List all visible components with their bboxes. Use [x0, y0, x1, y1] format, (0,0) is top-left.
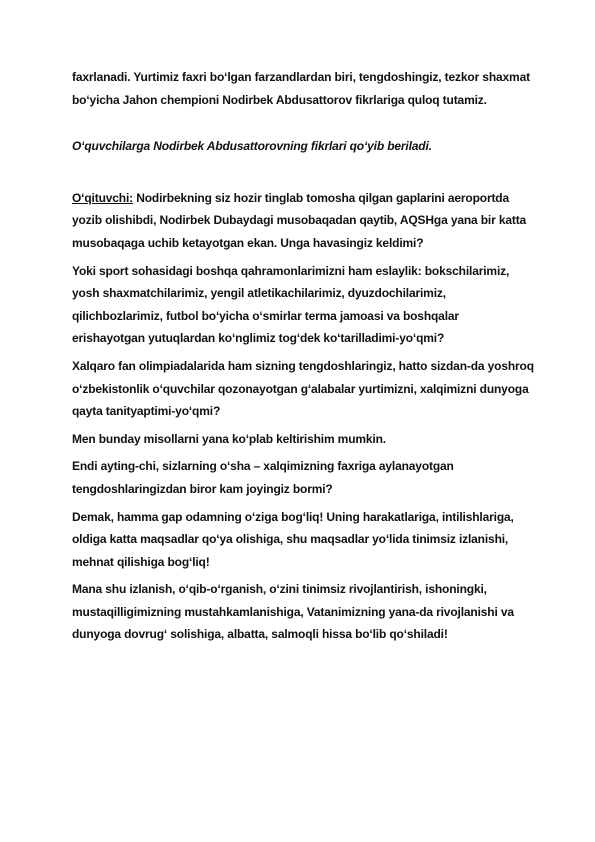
teacher-paragraph-4: Men bunday misollarni yana ko‘plab keltirishim mumkin. [72, 431, 386, 446]
subtitle-note: O‘quvchilarga Nodirbek Abdusattorovning fikrlari qo‘yib beriladi. [72, 139, 432, 154]
teacher-paragraph-5: Endi ayting-chi, sizlarning o‘sha – xalqimizning faxriga aylanayotgan tengdoshlaringizdan biror kam joyingiz bormi? [72, 459, 454, 496]
speaker-label: O‘qituvchi: [72, 190, 134, 205]
teacher-paragraph-6: Demak, hamma gap odamning o‘ziga bog‘liq! Uning harakatlariga, intilishlariga, oldiga katta maqsadlar qo‘ya olishiga, shu maqsadlar yo‘lida tinimsiz izlanishi, mehnat qilishiga bog‘liq! [72, 509, 514, 569]
teacher-paragraph-1-text: Nodirbekning siz hozir tinglab tomosha qilgan gaplarini aeroportda yozib olishibdi, Nodirbek Dubaydagi musobaqadan qaytib, AQSHga yana bir katta musobaqaga uchib ketayotgan ekan. Unga havasingiz keldimi? [72, 190, 527, 250]
intro-paragraph: faxrlanadi. Yurtimiz faxri bo‘lgan farzandlardan biri, tengdoshingiz, tezkor shaxmat bo‘yicha Jahon chempioni Nodirbek Abdusattorov fikrlariga quloq tutamiz. [72, 70, 530, 107]
teacher-paragraph-2: Yoki sport sohasidagi boshqa qahramonlarimizni ham eslaylik: bokschilarimiz, yosh shaxmatchilarimiz, yengil atletikachilarimiz, dyuzdochilarimiz, qilichbozlarimiz, futbol bo‘yicha o‘smirlar terma jamoasi va boshqalar erishayotgan yutuqlardan ko‘nglimiz tog‘dek ko‘tarilladimi-yo‘qmi? [72, 263, 510, 346]
document-page [72, 66, 534, 651]
teacher-paragraph-1 [72, 187, 534, 255]
teacher-paragraph-7: Mana shu izlanish, o‘qib-o‘rganish, o‘zini tinimsiz rivojlantirish, ishoningki, mustaqilligimizning mustahkamlanishiga, Vatanimizning yana-da rivojlanishi va dunyoga dovrug‘ solishiga, albatta, salmoqli hissa bo‘lib qo‘shiladi! [72, 582, 514, 642]
teacher-paragraph-3: Xalqaro fan olimpiadalarida ham sizning tengdoshlaringiz, hatto sizdan-da yoshroq o‘zbekistonlik o‘quvchilar qozonayotgan g‘alabalar yurtimizni, xalqimizni dunyoga qayta tanityaptimi-yo‘qmi? [72, 358, 534, 419]
